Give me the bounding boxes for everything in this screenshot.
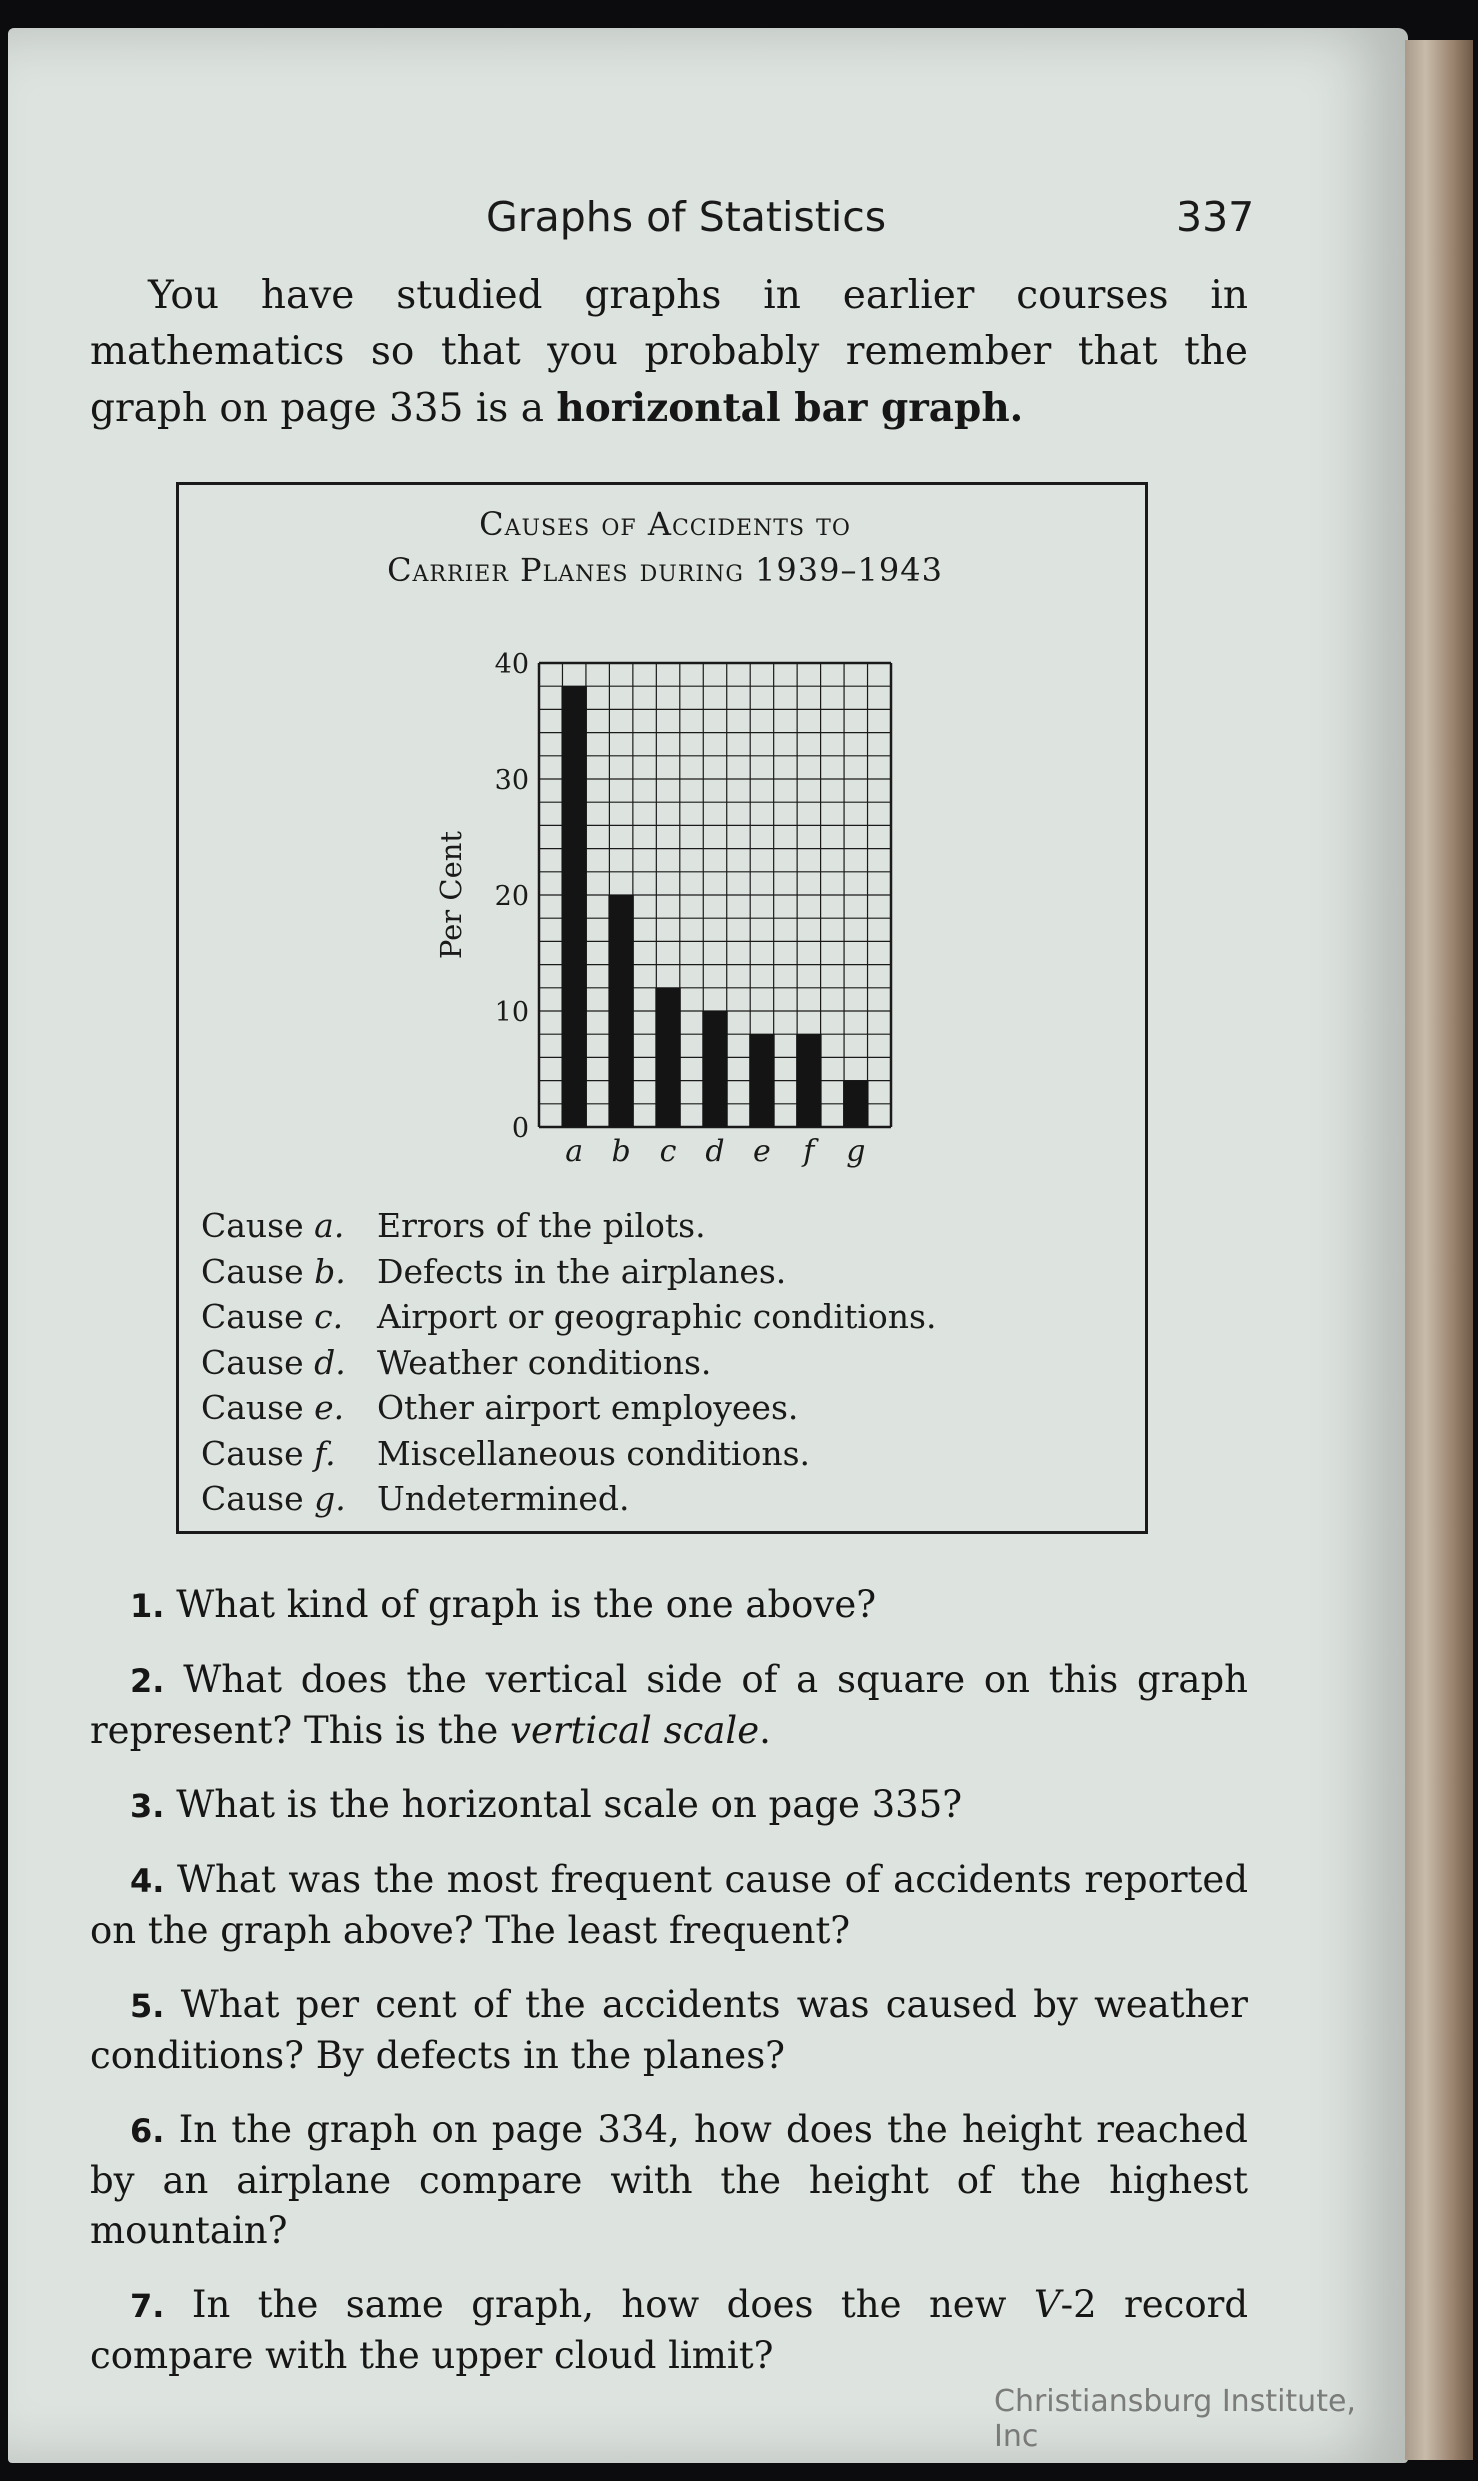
legend-text: Airport or geographic conditions. <box>377 1297 937 1336</box>
question-text: What is the horizontal scale on page 335? <box>176 1783 963 1826</box>
page-title: Graphs of Statistics <box>486 193 887 241</box>
legend-key <box>201 1476 377 1522</box>
chart-legend <box>201 1203 1101 1522</box>
legend-text: Other airport employees. <box>377 1388 799 1427</box>
top-dark-border <box>0 0 1478 28</box>
legend-key-prefix: Cause <box>201 1479 315 1518</box>
question-italic: V <box>1033 2283 1061 2326</box>
legend-key <box>201 1294 377 1340</box>
x-tick-label-a: a <box>565 1134 584 1169</box>
legend-row <box>201 1294 1101 1340</box>
legend-text: Miscellaneous conditions. <box>377 1433 811 1473</box>
question-number: 3. <box>130 1787 165 1825</box>
y-axis-label: Per Cent <box>434 830 468 960</box>
question-item <box>90 1855 1248 1956</box>
legend-key <box>201 1203 377 1249</box>
question-text-end: . <box>759 1709 771 1752</box>
y-tick-label: 30 <box>494 765 529 796</box>
bar-b <box>608 895 633 1127</box>
legend-key-letter: a. <box>314 1206 345 1245</box>
chart-title-line1: Causes of Accidents to <box>479 505 851 543</box>
legend-key-letter: c. <box>314 1297 344 1336</box>
bar-c <box>655 988 680 1127</box>
question-item <box>90 2105 1248 2256</box>
x-tick-label-f: f <box>803 1134 815 1169</box>
question-text: In the same graph, how does the new <box>191 2283 1034 2326</box>
bar-a <box>561 686 586 1127</box>
x-tick-label-e: e <box>753 1134 771 1169</box>
bar-g <box>843 1081 868 1127</box>
question-item <box>90 2280 1248 2381</box>
chart-title-line2: Carrier Planes during 1939–1943 <box>387 551 943 589</box>
question-text: What does the vertical side of a square on this graph represent? This is the <box>90 1658 1248 1752</box>
bar-chart <box>179 485 1145 1205</box>
question-text-end: -2 record compare with the upper cloud limit? <box>90 2283 1249 2377</box>
legend-row <box>201 1431 1101 1477</box>
y-tick-label: 20 <box>494 881 529 912</box>
bar-f <box>796 1034 821 1127</box>
legend-key-prefix: Cause <box>201 1433 315 1473</box>
y-tick-label: 0 <box>511 1113 529 1144</box>
book-page <box>8 28 1408 2463</box>
legend-row <box>201 1476 1101 1522</box>
x-tick-label-b: b <box>611 1134 631 1169</box>
legend-text: Errors of the pilots. <box>377 1206 706 1245</box>
legend-key-letter: d. <box>314 1342 346 1382</box>
legend-key-prefix: Cause <box>201 1251 315 1291</box>
intro-text: You have studied graphs in earlier courses in mathematics so that you probably remember that the graph on page 335 is a <box>90 273 1248 431</box>
legend-key-letter: b. <box>314 1251 346 1291</box>
intro-paragraph <box>90 268 1248 437</box>
legend-key <box>201 1249 377 1295</box>
legend-row <box>201 1385 1101 1431</box>
question-number: 4. <box>130 1862 165 1900</box>
legend-key-prefix: Cause <box>201 1342 315 1382</box>
question-number: 6. <box>130 2112 165 2150</box>
question-item <box>90 1980 1248 2081</box>
legend-key-prefix: Cause <box>201 1206 315 1245</box>
legend-key-letter: g. <box>314 1479 346 1518</box>
legend-row <box>201 1249 1101 1295</box>
question-number: 2. <box>130 1662 165 1700</box>
question-number: 1. <box>130 1587 165 1625</box>
legend-key-letter: f. <box>314 1433 336 1473</box>
question-item <box>90 1655 1248 1756</box>
legend-key <box>201 1385 377 1431</box>
question-item <box>90 1780 1248 1831</box>
legend-key-prefix: Cause <box>201 1297 315 1336</box>
x-tick-label-d: d <box>705 1134 725 1169</box>
question-text: What per cent of the accidents was caused by weather conditions? By defects in the planes? <box>90 1983 1248 2077</box>
y-tick-label: 40 <box>494 649 529 680</box>
question-italic: vertical scale <box>510 1709 760 1752</box>
bar-e <box>749 1034 774 1127</box>
question-text: What was the most frequent cause of accidents reported on the graph above? The least frequent? <box>90 1858 1249 1952</box>
intro-bold-term: horizontal bar graph. <box>556 385 1024 431</box>
legend-text: Weather conditions. <box>377 1342 712 1382</box>
legend-key <box>201 1340 377 1386</box>
question-list <box>90 1580 1248 2405</box>
question-number: 7. <box>130 2287 165 2325</box>
question-number: 5. <box>130 1987 165 2025</box>
legend-text: Undetermined. <box>377 1479 630 1518</box>
watermark: Christiansburg Institute, Inc <box>994 2384 1356 2454</box>
question-item <box>90 1580 1248 1631</box>
x-tick-label-g: g <box>846 1134 866 1169</box>
legend-key-letter: e. <box>314 1388 345 1427</box>
legend-key-prefix: Cause <box>201 1388 315 1427</box>
legend-row <box>201 1203 1101 1249</box>
legend-key <box>201 1431 377 1477</box>
chart-figure <box>176 482 1148 1534</box>
book-page-edges <box>1405 40 1473 2460</box>
page-number: 337 <box>1176 193 1255 241</box>
legend-row <box>201 1340 1101 1386</box>
bar-d <box>702 1011 727 1127</box>
x-tick-label-c: c <box>659 1134 677 1169</box>
question-text: In the graph on page 334, how does the height reached by an airplane compare with the height of the highest mountain? <box>90 2108 1248 2252</box>
question-text: What kind of graph is the one above? <box>176 1583 877 1626</box>
y-tick-label: 10 <box>494 997 529 1028</box>
legend-text: Defects in the airplanes. <box>377 1251 787 1291</box>
running-header <box>8 193 1408 253</box>
